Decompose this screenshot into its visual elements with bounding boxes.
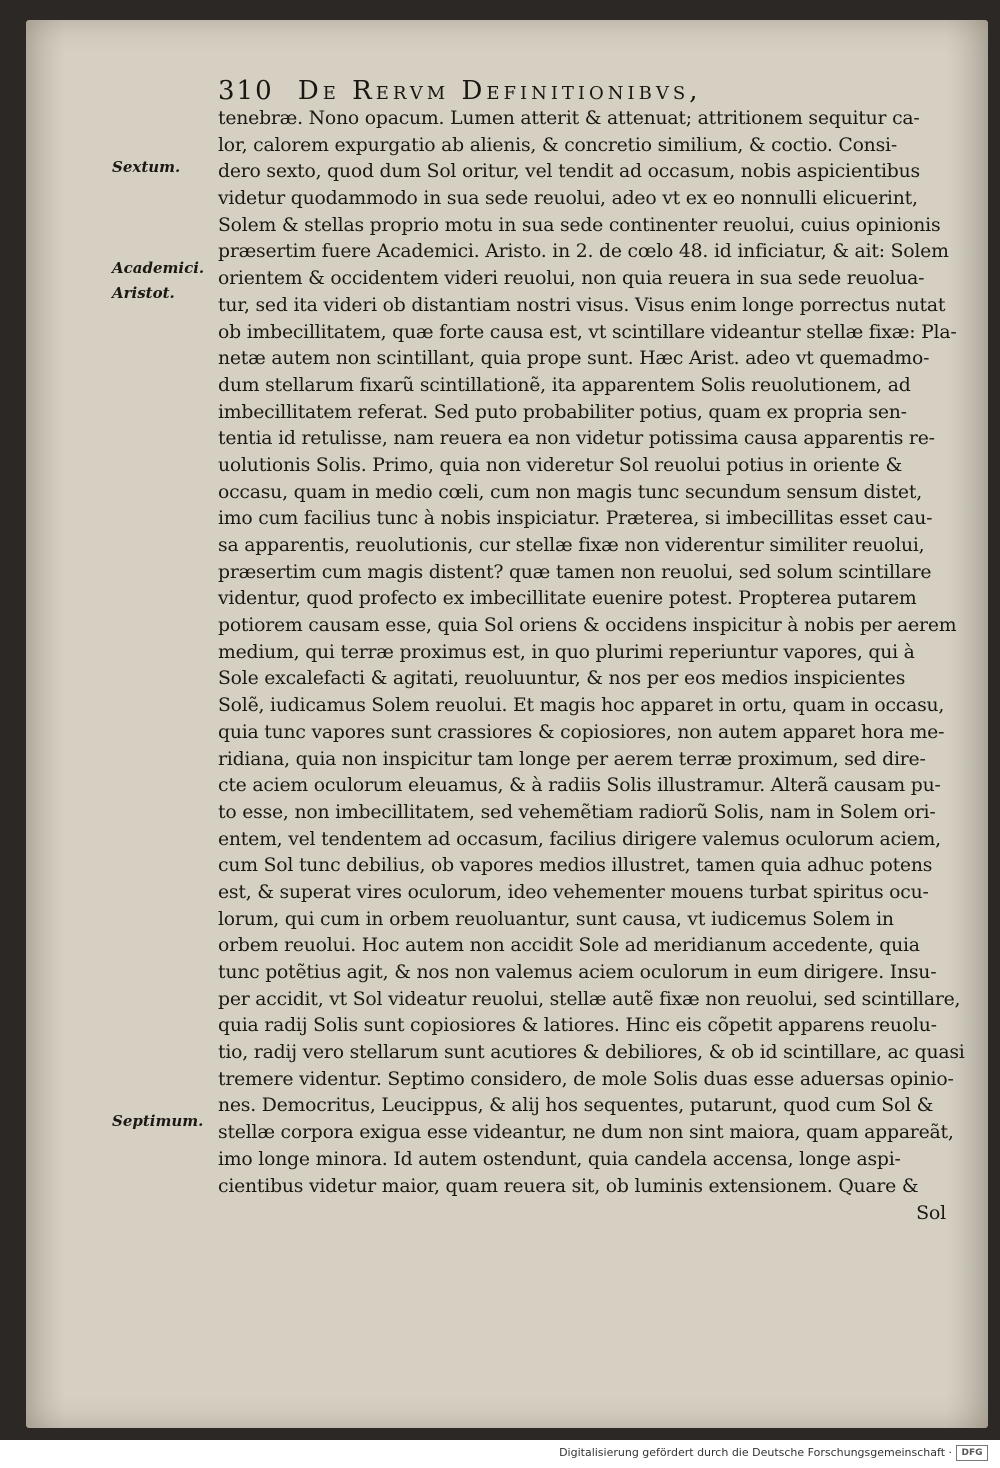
text-line: cte aciem oculorum eleuamus, & à radiis Solis illustramur. Alterã causam pu- bbox=[218, 775, 941, 797]
margin-note-septimum: Septimum. bbox=[112, 1112, 204, 1130]
text-line: imo cum facilius tunc à nobis inspiciatur. Præterea, si imbecillitas esset cau- bbox=[218, 508, 933, 530]
body-text bbox=[218, 106, 974, 1227]
text-line: sa apparentis, reuolutionis, cur stellæ fixæ non viderentur similiter reuolui, bbox=[218, 535, 925, 556]
text-line: orbem reuolui. Hoc autem non accidit Sole ad meridianum accedente, quia bbox=[218, 935, 920, 957]
text-line: tremere videntur. Septimo considero, de mole Solis duas esse aduersas opinio- bbox=[218, 1068, 954, 1090]
running-title: De Rervm Definitionibvs, bbox=[297, 76, 702, 106]
footer bbox=[0, 1440, 1000, 1468]
text-line: ridiana, quia non inspicitur tam longe per aerem terræ proximum, sed dire- bbox=[218, 748, 926, 770]
running-head bbox=[218, 76, 868, 106]
text-line: netæ autem non scintillant, quia prope sunt. Hæc Arist. adeo vt quemadmo- bbox=[218, 348, 930, 370]
text-line: præsertim cum magis distent? quæ tamen non reuolui, sed solum scintillare bbox=[218, 561, 932, 583]
text-line: to esse, non imbecillitatem, sed vehemẽtiam radiorũ Solis, nam in Solem ori- bbox=[218, 801, 936, 823]
text-line: occasu, quam in medio cœli, cum non magis tunc secundum sensum distet, bbox=[218, 481, 922, 503]
text-line: nes. Democritus, Leucippus, & alij hos sequentes, putarunt, quod cum Sol & bbox=[218, 1095, 934, 1117]
page-number: 310 bbox=[218, 76, 274, 106]
text-line: cum Sol tunc debilius, ob vapores medios illustret, tamen quia adhuc potens bbox=[218, 855, 933, 877]
text-line: per accidit, vt Sol videatur reuolui, stellæ autẽ fixæ non reuolui, sed scintillare, bbox=[218, 988, 961, 1010]
text-line: cientibus videtur maior, quam reuera sit, ob luminis extensionem. Quare & bbox=[218, 1175, 919, 1197]
text-line: dero sexto, quod dum Sol oritur, vel tendit ad occasum, nobis aspicientibus bbox=[218, 161, 920, 183]
footer-credit: Digitalisierung gefördert durch die Deutsche Forschungsgemeinschaft · bbox=[559, 1446, 952, 1459]
text-line: tur, sed ita videri ob distantiam nostri visus. Visus enim longe porrectus nutat bbox=[218, 294, 946, 316]
text-line: tentia id retulisse, nam reuera ea non videtur potissima causa apparentis re- bbox=[218, 428, 935, 450]
text-line: tenebræ. Nono opacum. Lumen atterit & attenuat; attritionem sequitur ca- bbox=[218, 108, 920, 129]
text-line: videntur, quod profecto ex imbecillitate euenire potest. Propterea putarem bbox=[218, 588, 917, 610]
text-line: præsertim fuere Academici. Aristo. in 2. de cœlo 48. id inficiatur, & ait: Solem bbox=[218, 241, 949, 263]
text-line: quia tunc vapores sunt crassiores & copiosiores, non autem apparet hora me- bbox=[218, 721, 945, 743]
text-line: entem, vel tendentem ad occasum, facilius dirigere valemus oculorum aciem, bbox=[218, 828, 941, 850]
text-line: dum stellarum fixarũ scintillationẽ, ita apparentem Solis reuolutionem, ad bbox=[218, 374, 911, 396]
text-line: videtur quodammodo in sua sede reuolui, adeo vt ex eo nonnulli elicuerint, bbox=[218, 188, 918, 210]
text-line: lorum, qui cum in orbem reuoluantur, sunt causa, vt iudicemus Solem in bbox=[218, 908, 894, 930]
text-line: Solem & stellas proprio motu in sua sede continenter reuolui, cuius opinionis bbox=[218, 214, 941, 236]
text-line: lor, calorem expurgatio ab alienis, & concretio similium, & coctio. Consi- bbox=[218, 134, 897, 156]
text-line: quia radij Solis sunt copiosiores & latiores. Hinc eis cõpetit apparens reuolu- bbox=[218, 1015, 937, 1037]
text-line: imbecillitatem referat. Sed puto probabiliter potius, quam ex propria sen- bbox=[218, 401, 907, 423]
margin-note-academici: Academici. bbox=[112, 259, 205, 277]
text-line: imo longe minora. Id autem ostendunt, quia candela accensa, longe aspi- bbox=[218, 1148, 901, 1170]
text-line: uolutionis Solis. Primo, quia non videretur Sol reuolui potius in oriente & bbox=[218, 454, 902, 476]
text-line: potiorem causam esse, quia Sol oriens & occidens inspicitur à nobis per aerem bbox=[218, 615, 957, 637]
text-line: medium, qui terræ proximus est, in quo plurimi reperiuntur vapores, qui à bbox=[218, 641, 915, 663]
dfg-logo: DFG bbox=[956, 1445, 988, 1461]
text-line: orientem & occidentem videri reuolui, non quia reuera in sua sede reuolua- bbox=[218, 268, 925, 290]
text-line: Solẽ, iudicamus Solem reuolui. Et magis hoc apparet in ortu, quam in occasu, bbox=[218, 695, 945, 717]
margin-note-sextum: Sextum. bbox=[112, 158, 181, 176]
margin-note-aristot: Aristot. bbox=[112, 284, 175, 302]
text-line: tunc potẽtius agit, & nos non valemus aciem oculorum in eum dirigere. Insu- bbox=[218, 962, 937, 983]
text-line: stellæ corpora exigua esse videantur, ne dum non sint maiora, quam appareãt, bbox=[218, 1122, 954, 1144]
text-line: est, & superat vires oculorum, ideo vehementer mouens turbat spiritus ocu- bbox=[218, 881, 929, 903]
text-line: ob imbecillitatem, quæ forte causa est, vt scintillare videantur stellæ fixæ: Pla- bbox=[218, 321, 957, 343]
text-line: Sol bbox=[916, 1202, 946, 1225]
text-line: Sole excalefacti & agitati, reuoluuntur, & nos per eos medios inspicientes bbox=[218, 668, 906, 690]
text-line: tio, radij vero stellarum sunt acutiores & debiliores, & ob id scintillare, ac quasi bbox=[218, 1042, 965, 1064]
